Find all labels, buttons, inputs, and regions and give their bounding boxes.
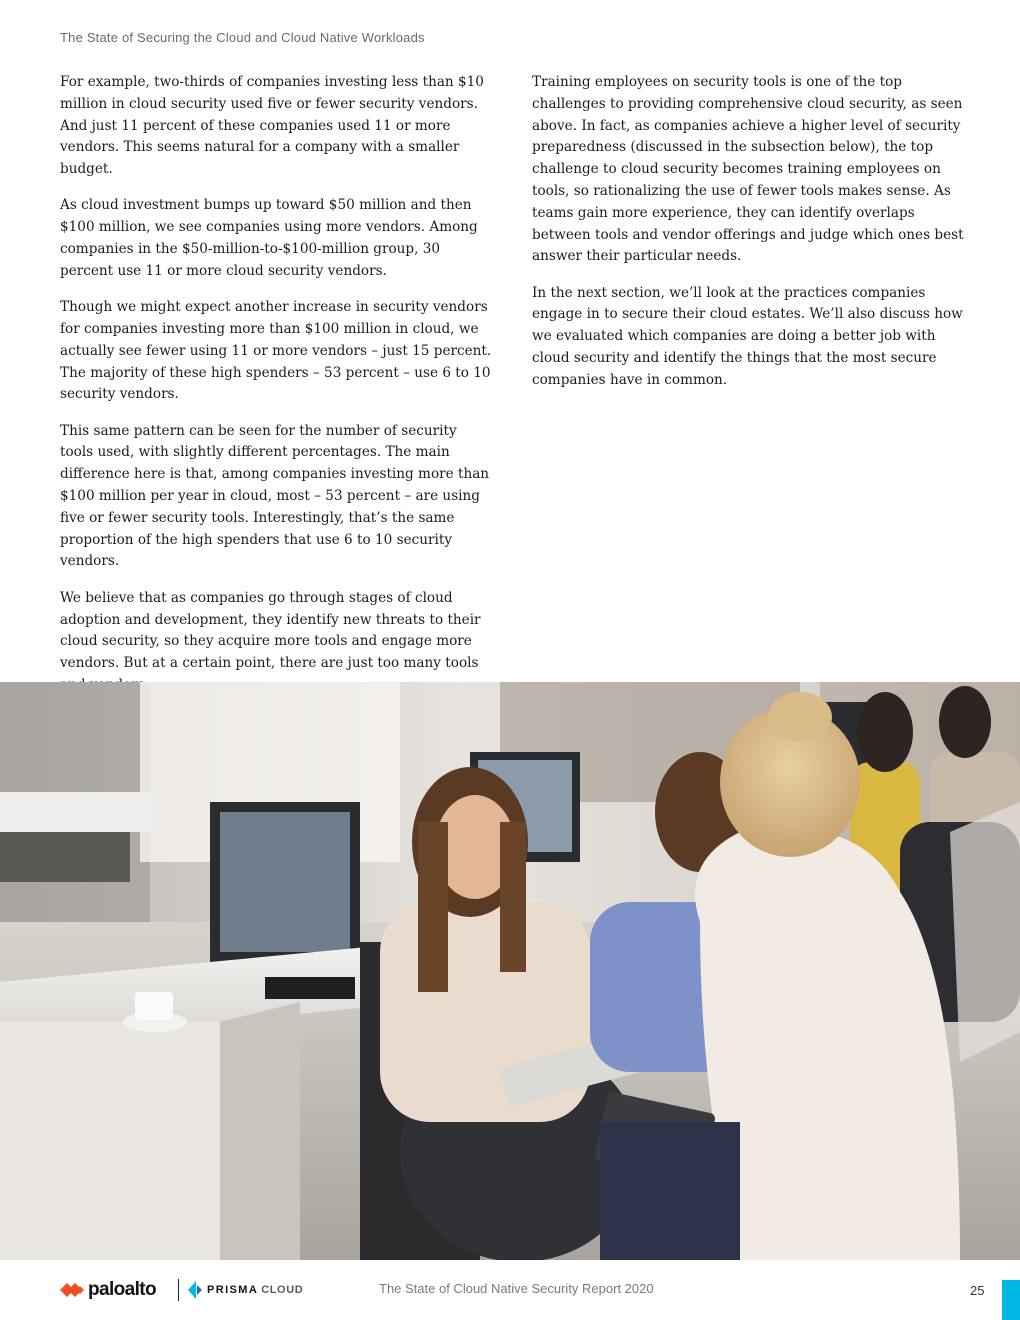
footer-report-title: The State of Cloud Native Security Report 2020 <box>379 1281 654 1296</box>
prisma-wordmark: PRISMA <box>207 1284 259 1296</box>
right-column <box>532 72 964 406</box>
paragraph: For example, two-thirds of companies investing less than $10 million in cloud security used five or fewer security vendors. And just 11 percent of these companies used 11 or more vendors. This seems natural for a company with a smaller budget. <box>60 74 484 178</box>
paragraph: In the next section, we’ll look at the practices companies engage in to secure their cloud estates. We’ll also discuss how we evaluated which companies are doing a better job with cloud security and identify the things that the most secure companies have in common. <box>532 284 963 388</box>
cloud-wordmark: CLOUD <box>261 1284 304 1296</box>
paloalto-wordmark: paloalto <box>88 1279 157 1300</box>
paragraph: As cloud investment bumps up toward $50 million and then $100 million, we see companies using more vendors. Among companies in the $50-million-to-$100-million group, 30 percent use 11 or more cloud security vendors. <box>60 197 478 279</box>
page-accent-tab <box>1002 1280 1020 1320</box>
footer-logo-divider <box>178 1279 179 1301</box>
prisma-cloud-logo <box>188 1280 303 1300</box>
page-number: 25 <box>970 1283 985 1298</box>
left-column <box>60 72 494 711</box>
paragraph: Though we might expect another increase in security vendors for companies investing more than $100 million in cloud, we actually see fewer using 11 or more vendors – just 15 percent. The majority of these high spenders – 53 percent – use 6 to 10 security vendors. <box>60 299 492 403</box>
paragraph: Training employees on security tools is one of the top challenges to providing comprehensive cloud security, as seen above. In fact, as companies achieve a higher level of security preparedness (discussed in the subsection below), the top challenge to cloud security becomes training employees on tools, so rationalizing the use of fewer tools makes sense. As teams gain more experience, they can identify overlaps between tools and vendor offerings and judge which ones best answer their particular needs. <box>532 74 964 265</box>
paragraph: We believe that as companies go through stages of cloud adoption and development, they identify new threats to their cloud security, so they acquire more tools and engage more vendors. But at a certain point, there are just too many tools <box>60 589 481 672</box>
paloalto-logo <box>60 1278 156 1302</box>
prisma-mark-icon <box>188 1281 204 1299</box>
running-header: The State of Securing the Cloud and Cloud Native Workloads <box>60 30 425 45</box>
paloalto-mark-icon <box>60 1279 86 1301</box>
office-photo <box>0 682 1020 1260</box>
paragraph: This same pattern can be seen for the number of security tools used, with slightly different percentages. The main difference here is that, among companies investing more than $100 million per year in cloud, most – 53 percent – are using five or fewer security tools. Interestingly, that’s the same proportion of the high spenders that use 6 to 10 security vendors. <box>60 422 490 570</box>
